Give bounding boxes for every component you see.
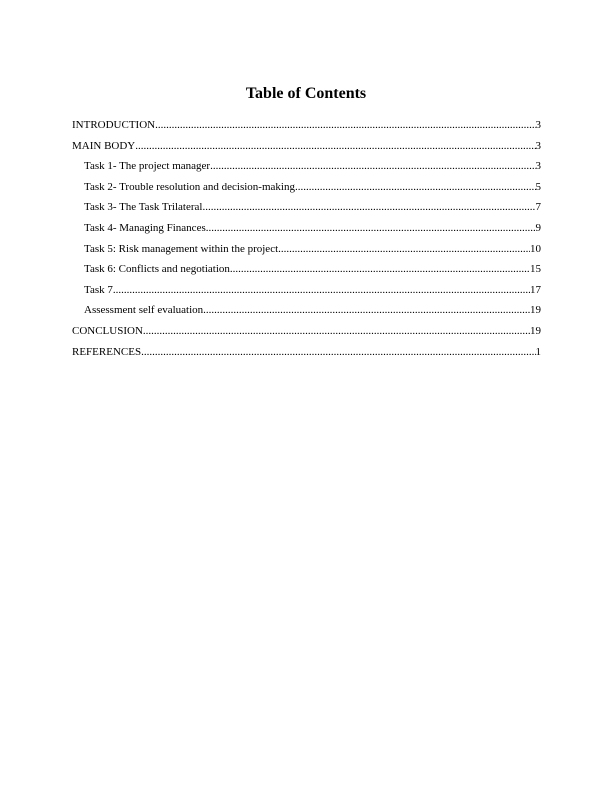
toc-entry-label: Task 6: Conflicts and negotiation (84, 263, 230, 276)
toc-entry-label: REFERENCES (72, 345, 142, 358)
toc-dot-leader (135, 136, 535, 157)
toc-entry-task-6[interactable] (72, 259, 541, 280)
toc-dot-leader (230, 259, 530, 280)
toc-page-number: 5 (535, 180, 541, 193)
toc-entry-label: Task 2- Trouble resolution and decision-making (84, 180, 295, 193)
toc-entry-label: Assessment self evaluation (84, 304, 204, 317)
toc-dot-leader (141, 342, 535, 363)
toc-entry-assessment-self-evaluation[interactable] (72, 300, 541, 321)
toc-entry-conclusion[interactable] (72, 321, 541, 342)
toc-dot-leader (155, 115, 535, 136)
toc-page-number: 19 (530, 324, 541, 337)
toc-dot-leader (113, 280, 530, 301)
toc-page-number: 17 (530, 283, 541, 296)
toc-entry-task-3[interactable] (72, 197, 541, 218)
toc-entry-task-4[interactable] (72, 218, 541, 239)
toc-dot-leader (206, 218, 536, 239)
toc-entry-label: INTRODUCTION (72, 119, 156, 131)
toc-page-number: 3 (535, 139, 541, 152)
toc-entry-main-body[interactable] (72, 136, 541, 157)
toc-entry-label: CONCLUSION (72, 324, 143, 337)
toc-dot-leader (202, 197, 535, 218)
toc-entry-references[interactable] (72, 342, 541, 363)
toc-dot-leader (143, 321, 530, 342)
toc-page-number: 1 (535, 345, 541, 358)
toc-page-number: 3 (535, 119, 541, 131)
toc-page-number: 10 (530, 242, 541, 255)
toc-entry-task-2[interactable] (72, 177, 541, 198)
toc-entry-label: Task 4- Managing Finances (84, 221, 206, 234)
toc-page-number: 9 (535, 221, 541, 234)
toc-dot-leader (295, 177, 536, 198)
toc-entry-label: Task 1- The project manager (84, 160, 211, 173)
toc-entry-task-5[interactable] (72, 239, 541, 260)
toc-entry-label: Task 5: Risk management within the project (84, 242, 279, 255)
toc-dot-leader (203, 300, 530, 321)
toc-entry-label: MAIN BODY (72, 139, 136, 152)
toc-entry-task-1[interactable] (72, 156, 541, 177)
toc-entry-label: Task 3- The Task Trilateral (84, 201, 203, 214)
toc-entry-label: Task 7 (84, 283, 113, 296)
toc-list (72, 115, 541, 362)
toc-dot-leader (278, 239, 530, 260)
toc-entry-introduction[interactable] (72, 115, 541, 136)
toc-page-number: 7 (535, 201, 541, 214)
toc-dot-leader (210, 156, 535, 177)
toc-page-number: 3 (535, 160, 541, 173)
toc-page-number: 15 (530, 263, 541, 276)
toc-title: Table of Contents (245, 85, 367, 102)
toc-page-number: 19 (530, 304, 541, 317)
toc-entry-task-7[interactable] (72, 280, 541, 301)
